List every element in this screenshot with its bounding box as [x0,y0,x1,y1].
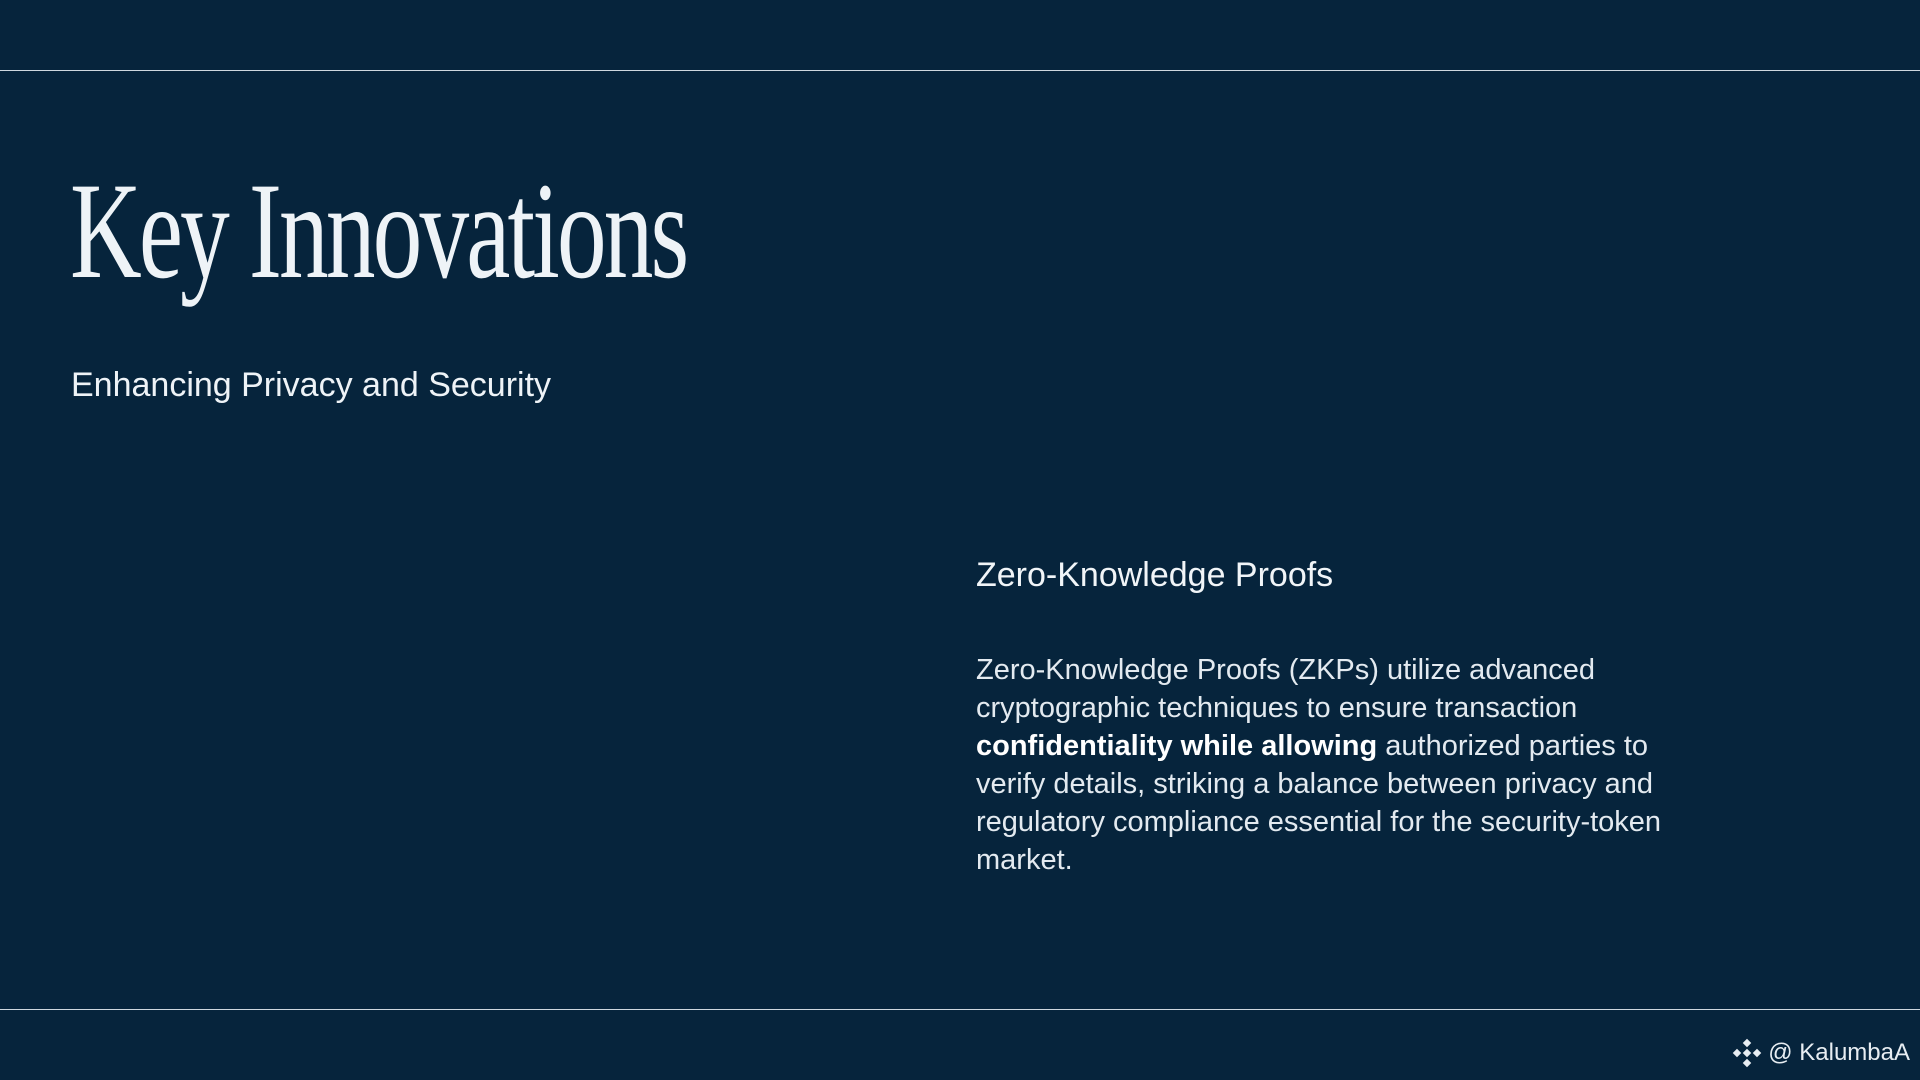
footer-credit [1732,1038,1910,1068]
diamond-logo-icon [1732,1038,1762,1068]
body-text-part2: authorized parties to verify details, striking a balance between privacy and regulatory compliance essential for the security-token market. [976,730,1662,876]
top-divider [0,70,1920,71]
section-heading: Zero-Knowledge Proofs [976,556,1334,594]
body-text-bold: confidentiality while allowing [976,730,1378,762]
slide-subtitle: Enhancing Privacy and Security [71,366,552,404]
footer-handle: @ KalumbaA [1768,1039,1910,1066]
bottom-divider [0,1009,1920,1010]
body-text-part1: Zero-Knowledge Proofs (ZKPs) utilize advanced cryptographic techniques to ensure transaction [976,654,1595,724]
slide-title: Key Innovations [70,154,687,307]
section-body [976,651,1696,879]
